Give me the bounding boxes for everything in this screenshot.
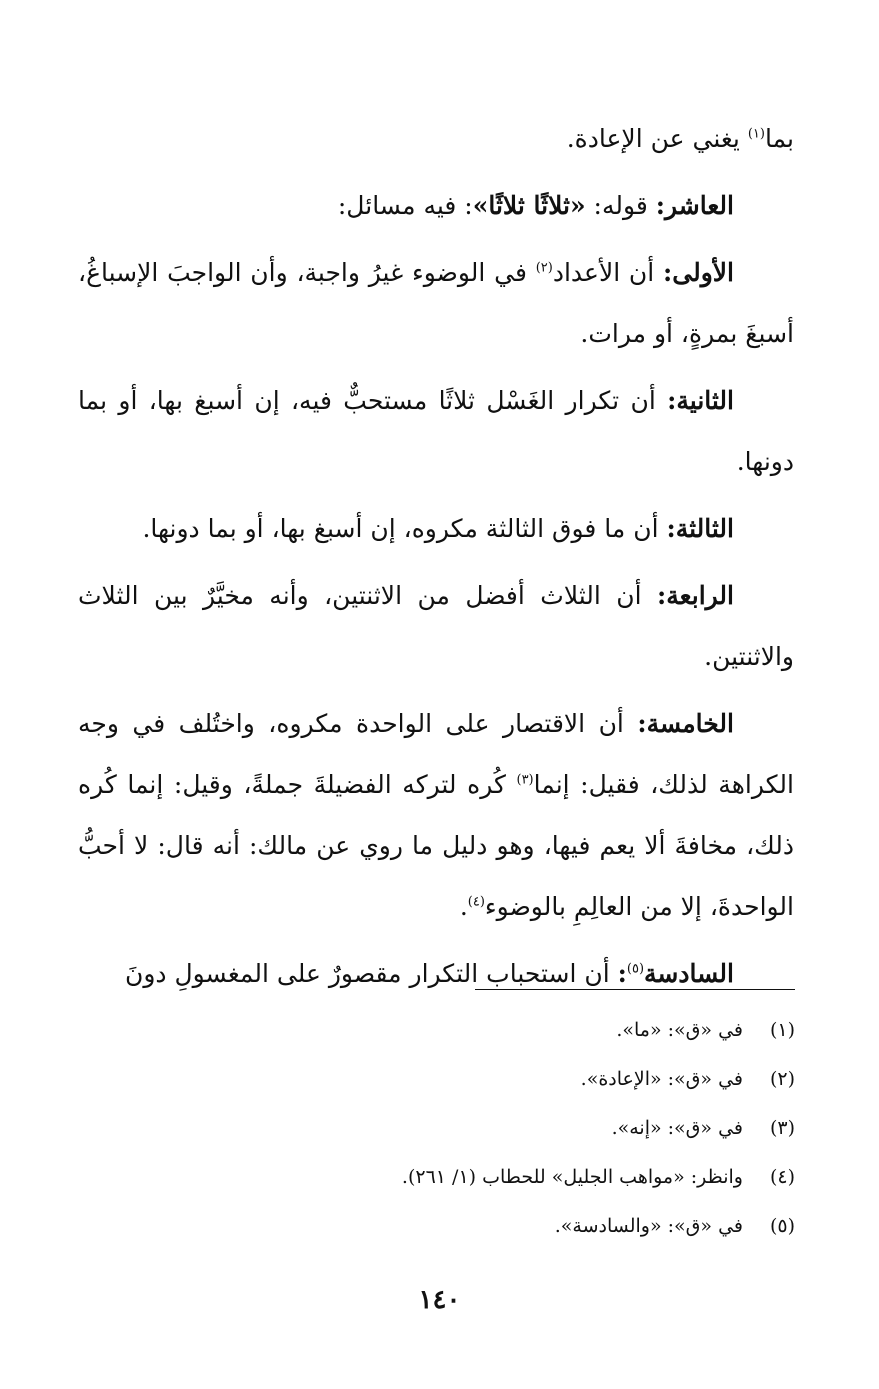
paragraph-lead: الأولى: [663, 258, 734, 287]
footnote-ref-1: (١) [747, 126, 765, 142]
footnote-number: (٢) [769, 1068, 795, 1090]
paragraph-text: : فيه مسائل: [337, 191, 473, 220]
paragraph-first [78, 242, 794, 364]
footnote-text: في «ق»: «والسادسة». [554, 1215, 743, 1237]
paragraph-text: أن الثلاث أفضل من الاثنتين، وأنه مخيَّرٌ بين الثلاث والاثنتين. [78, 581, 794, 671]
footnote-item [235, 1104, 795, 1153]
paragraph-sixth [78, 943, 794, 1004]
footnote-number: (١) [769, 1019, 795, 1041]
footnote-text: في «ق»: «الإعادة». [580, 1068, 743, 1090]
paragraph-text: يغني عن الإعادة. [566, 124, 748, 153]
paragraph-continuation [78, 108, 794, 169]
paragraph-lead: العاشر: [655, 191, 734, 220]
footnote-number: (٤) [769, 1166, 795, 1188]
footnote-ref-3: (٣) [516, 772, 534, 788]
paragraph-lead: الخامسة: [637, 709, 734, 738]
paragraph-lead: السادسة [644, 959, 734, 988]
footnote-text: في «ق»: «إنه». [611, 1117, 743, 1139]
paragraph-text: أن استحباب التكرار مقصورٌ على المغسولِ دونَ [124, 959, 618, 988]
paragraph-text: . [459, 892, 468, 921]
paragraph-text: كُره لتركه الفضيلةَ جملةً، وقيل: إنما كُره ذلك، مخافةَ ألا يعم فيها، وهو دليل ما روي عن مالك: أنه قال: لا أحبُّ الواحدةَ، إلا من العالِمِ بالوضوء [78, 770, 794, 921]
paragraph-text: في الوضوء غيرُ واجبة، وأن الواجبَ الإسباغُ، أسبغَ بمرةٍ، أو مرات. [78, 258, 794, 348]
footnote-number: (٣) [769, 1117, 795, 1139]
footnote-number: (٥) [769, 1215, 795, 1237]
paragraph-text: أن الاقتصار على الواحدة مكروه، واختُلف في وجه الكراهة لذلك، فقيل: إنما [78, 709, 794, 799]
paragraph-second [78, 370, 794, 492]
footnote-ref-5: (٥) [626, 961, 645, 977]
paragraph-text: قوله: [585, 191, 656, 220]
page-number: ١٤٠ [418, 1285, 461, 1315]
paragraph-fifth [78, 693, 794, 937]
paragraph-fourth [78, 565, 794, 687]
footnote-item [235, 1153, 795, 1202]
paragraph-lead: الثالثة: [666, 514, 734, 543]
paragraph-lead-colon: : [617, 959, 627, 988]
footnote-item [235, 1202, 795, 1251]
paragraph-text: أن تكرار الغَسْل ثلاثًا مستحبٌّ فيه، إن أسبغ بها، أو بما دونها. [78, 386, 794, 476]
paragraph-text: بما [764, 124, 794, 153]
paragraph-text: أن ما فوق الثالثة مكروه، إن أسبغ بها، أو بما دونها. [142, 514, 667, 543]
footnote-item [235, 1006, 795, 1055]
footnote-item [235, 1055, 795, 1104]
footnote-ref-2: (٢) [535, 260, 553, 276]
footnote-text: في «ق»: «ما». [616, 1019, 743, 1041]
footnotes-section [235, 1006, 795, 1251]
paragraph-lead: الثانية: [667, 386, 734, 415]
paragraph-tenth [78, 175, 794, 236]
paragraph-text: أن الأعداد [552, 258, 664, 287]
paragraph-lead: الرابعة: [657, 581, 734, 610]
footnote-divider [475, 989, 795, 990]
footnote-text: وانظر: «مواهب الجليل» للحطاب (١/ ٢٦١). [401, 1166, 743, 1188]
footnote-ref-4: (٤) [467, 894, 485, 910]
main-text [78, 108, 794, 1010]
paragraph-third [78, 498, 794, 559]
quoted-hadith-phrase: «ثلاثًا ثلاثًا» [472, 191, 586, 220]
